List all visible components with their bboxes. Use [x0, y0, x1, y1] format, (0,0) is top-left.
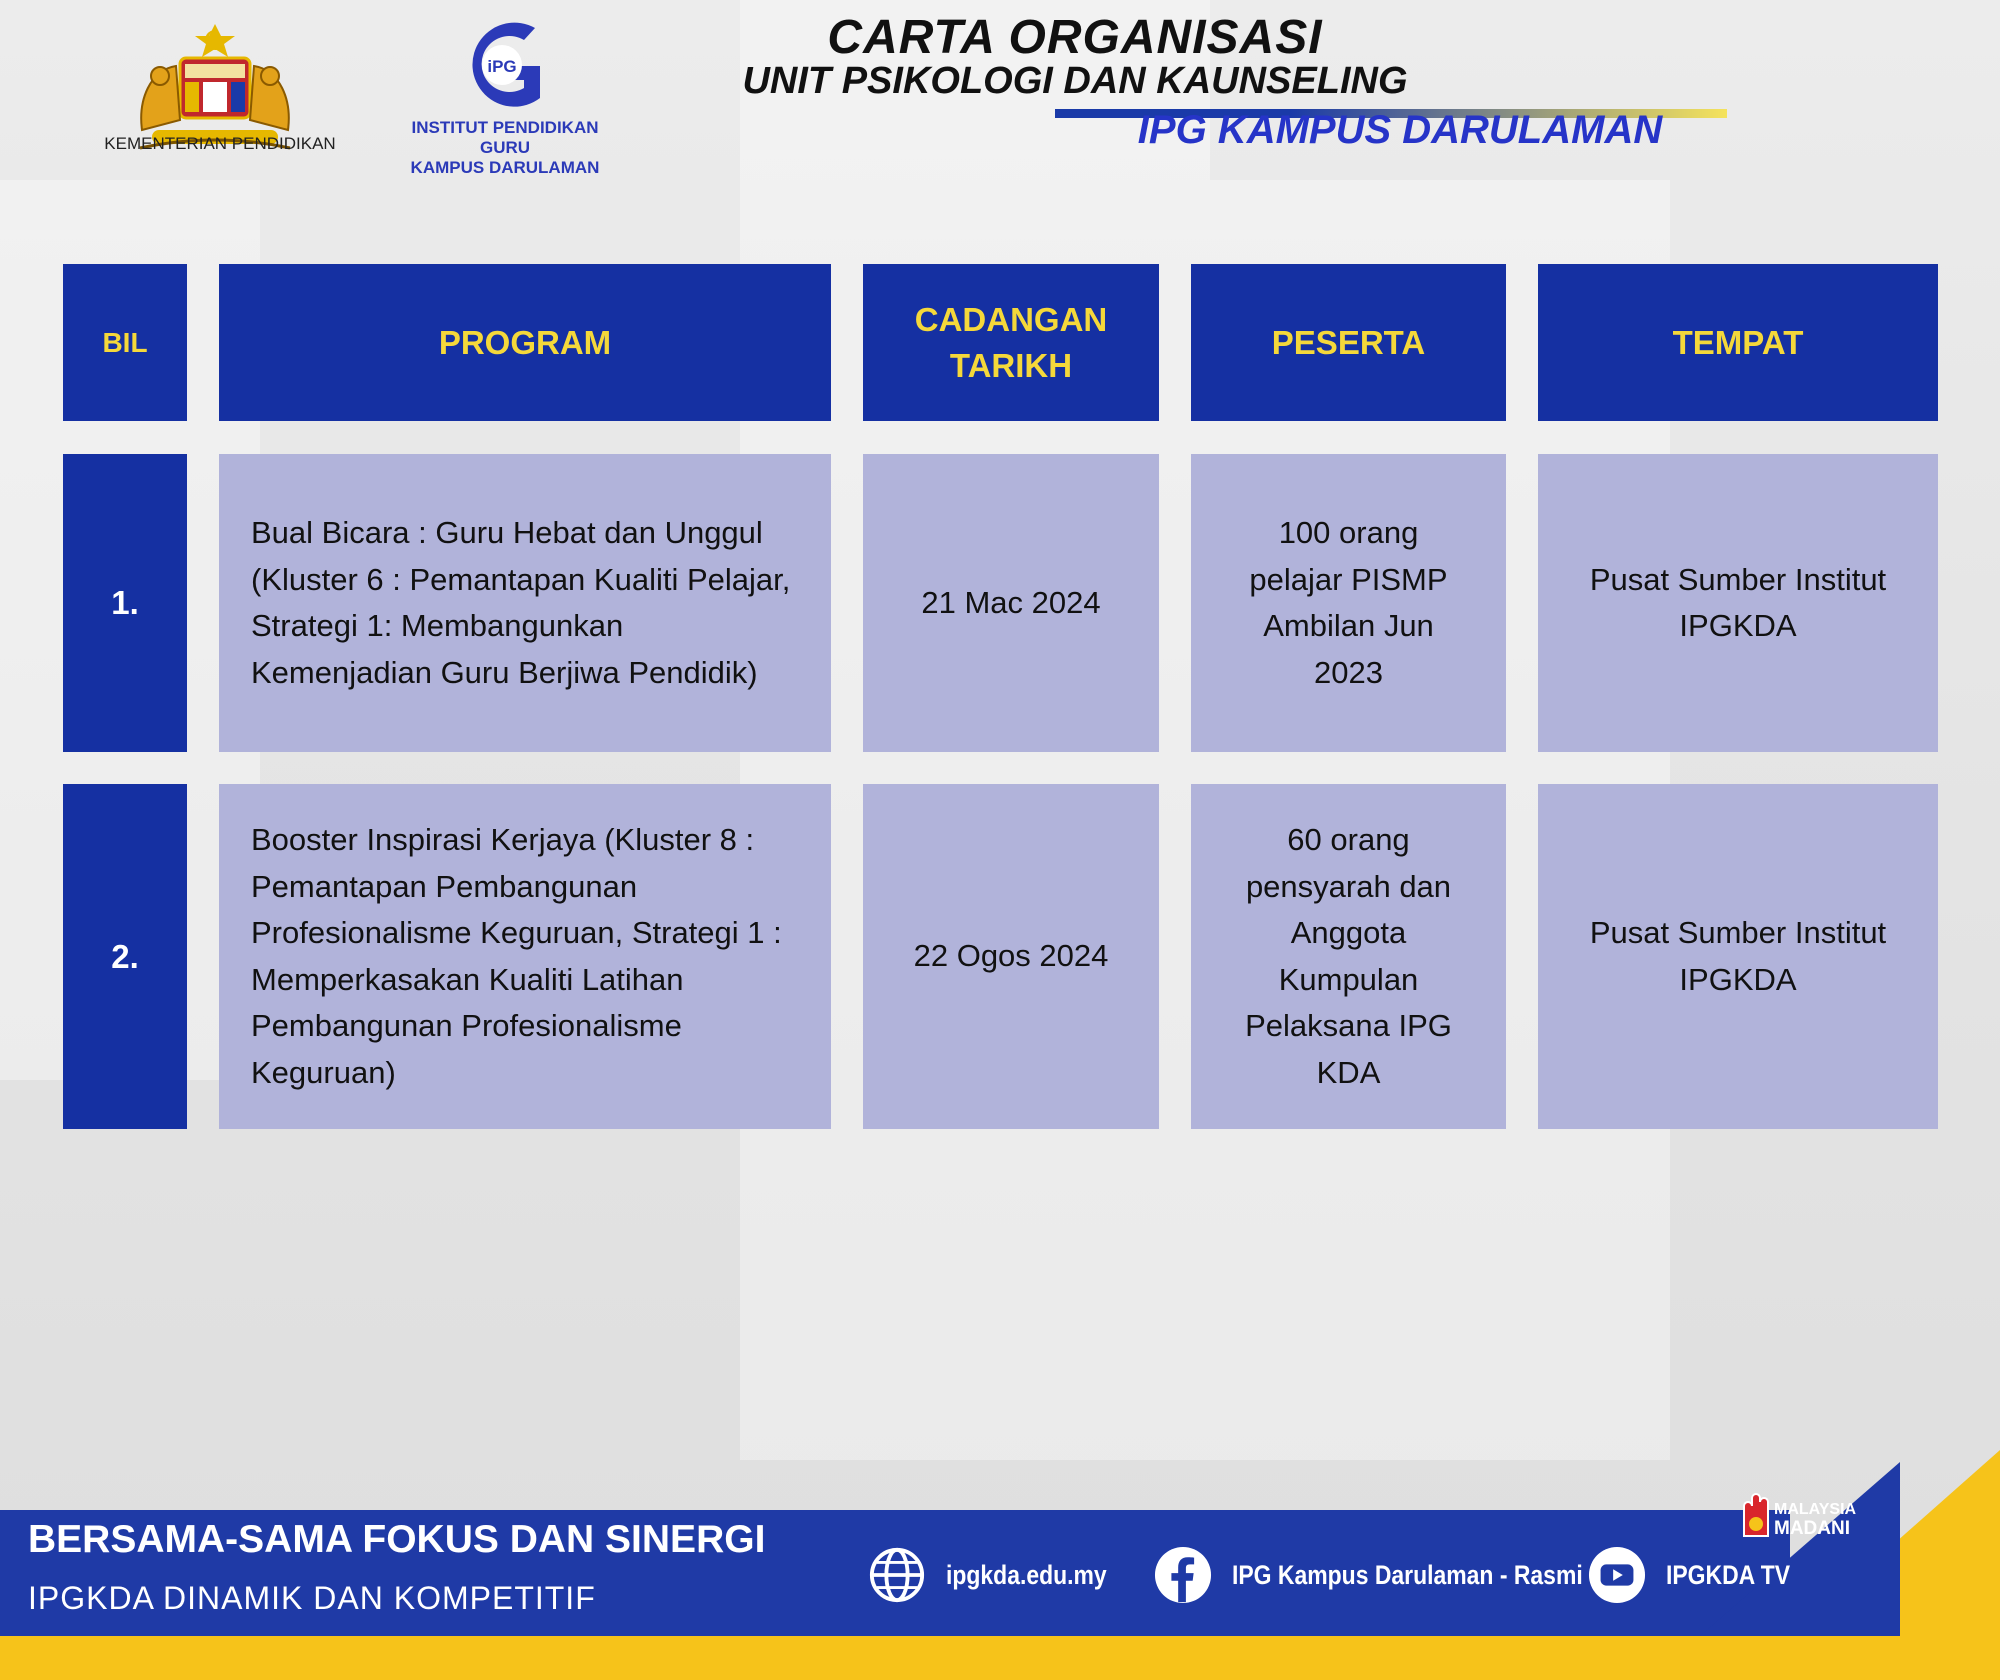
ipg-label-line1: INSTITUT PENDIDIKAN GURU	[411, 118, 599, 157]
row-1-peserta-value: 100 orang pelajar PISMP Ambilan Jun 2023	[1249, 515, 1448, 690]
footer-tagline-secondary: IPGKDA DINAMIK DAN KOMPETITIF	[28, 1580, 596, 1616]
header-tempat-label: TEMPAT	[1672, 323, 1804, 361]
footer-tagline-primary: BERSAMA-SAMA FOKUS DAN SINERGI	[28, 1518, 766, 1561]
header-program	[219, 264, 831, 421]
row-1-program-value: Bual Bicara : Guru Hebat dan Unggul (Kluster 6 : Pemantapan Kualiti Pelajar, Strategi 1: Membangunkan Kemenjadian Guru Berjiwa Pendidik)	[251, 515, 791, 690]
page-subtitle: UNIT PSIKOLOGI DAN KAUNSELING	[742, 60, 1408, 102]
malaysia-madani-logo	[1738, 1492, 1878, 1542]
table-row-1-peserta	[1191, 454, 1506, 752]
row-2-program-value: Booster Inspirasi Kerjaya (Kluster 8 : Pemantapan Pembangunan Profesionalisme Keguruan, Strategi 1 : Memperkasakan Kualiti Latihan Pembangunan Profesionalisme Keguruan)	[251, 822, 782, 1090]
row-2-bil-value: 2.	[111, 937, 139, 975]
row-2-tempat-value: Pusat Sumber Institut IPGKDA	[1589, 915, 1887, 997]
header-tempat	[1538, 264, 1938, 421]
ipg-label-line2: KAMPUS DARULAMAN	[410, 158, 600, 177]
header-tarikh-line2: TARIKH	[949, 346, 1073, 384]
header-tarikh-line1: CADANGAN	[914, 300, 1108, 338]
row-1-tempat-value: Pusat Sumber Institut IPGKDA	[1589, 561, 1887, 643]
table-row-1-bil	[63, 454, 187, 752]
row-1-bil-value: 1.	[111, 584, 139, 621]
row-2-tarikh-value: 22 Ogos 2024	[913, 938, 1109, 974]
footer-website-link[interactable]	[868, 1545, 1135, 1605]
row-1-tarikh-value: 21 Mac 2024	[921, 584, 1101, 620]
ipg-label	[388, 118, 622, 178]
footer-youtube-link[interactable]	[1588, 1545, 1812, 1605]
header-peserta-label: PESERTA	[1271, 323, 1426, 361]
page-title: CARTA ORGANISASI	[827, 11, 1323, 64]
table-row-1-program	[219, 454, 831, 752]
table-row-1-tarikh	[863, 454, 1159, 752]
header-peserta	[1191, 264, 1506, 421]
madani-line1: MALAYSIA	[1774, 1501, 1857, 1518]
youtube-icon	[1588, 1546, 1646, 1604]
header-bil	[63, 264, 187, 421]
table-row-1-tempat	[1538, 454, 1938, 752]
kpm-label: KEMENTERIAN PENDIDIKAN	[104, 134, 336, 153]
footer-yellow-stripe	[0, 1636, 2000, 1680]
header-tarikh-label	[915, 297, 1108, 389]
ipg-logo-text: iPG	[487, 57, 517, 76]
row-2-peserta-value: 60 orang pensyarah dan Anggota Kumpulan Pelaksana IPG KDA	[1245, 822, 1452, 1090]
header-tarikh	[863, 264, 1159, 421]
globe-icon	[868, 1546, 926, 1604]
table-row-2-bil	[63, 784, 187, 1129]
table-row-2-tarikh	[863, 784, 1159, 1129]
facebook-icon	[1154, 1546, 1212, 1604]
ipg-logo	[460, 20, 550, 115]
header-program-label: PROGRAM	[438, 323, 612, 361]
campus-title: IPG KAMPUS DARULAMAN	[1137, 108, 1663, 152]
table-row-2-tempat	[1538, 784, 1938, 1129]
footer-facebook-link[interactable]	[1154, 1545, 1645, 1605]
table-row-2-program	[219, 784, 831, 1129]
website-text: ipgkda.edu.my	[946, 1559, 1107, 1590]
madani-line2: MADANI	[1774, 1518, 1850, 1539]
youtube-text: IPGKDA TV	[1666, 1559, 1791, 1590]
header-bil-label: BIL	[102, 326, 148, 358]
table-row-2-peserta	[1191, 784, 1506, 1129]
facebook-text: IPG Kampus Darulaman - Rasmi	[1232, 1559, 1583, 1590]
